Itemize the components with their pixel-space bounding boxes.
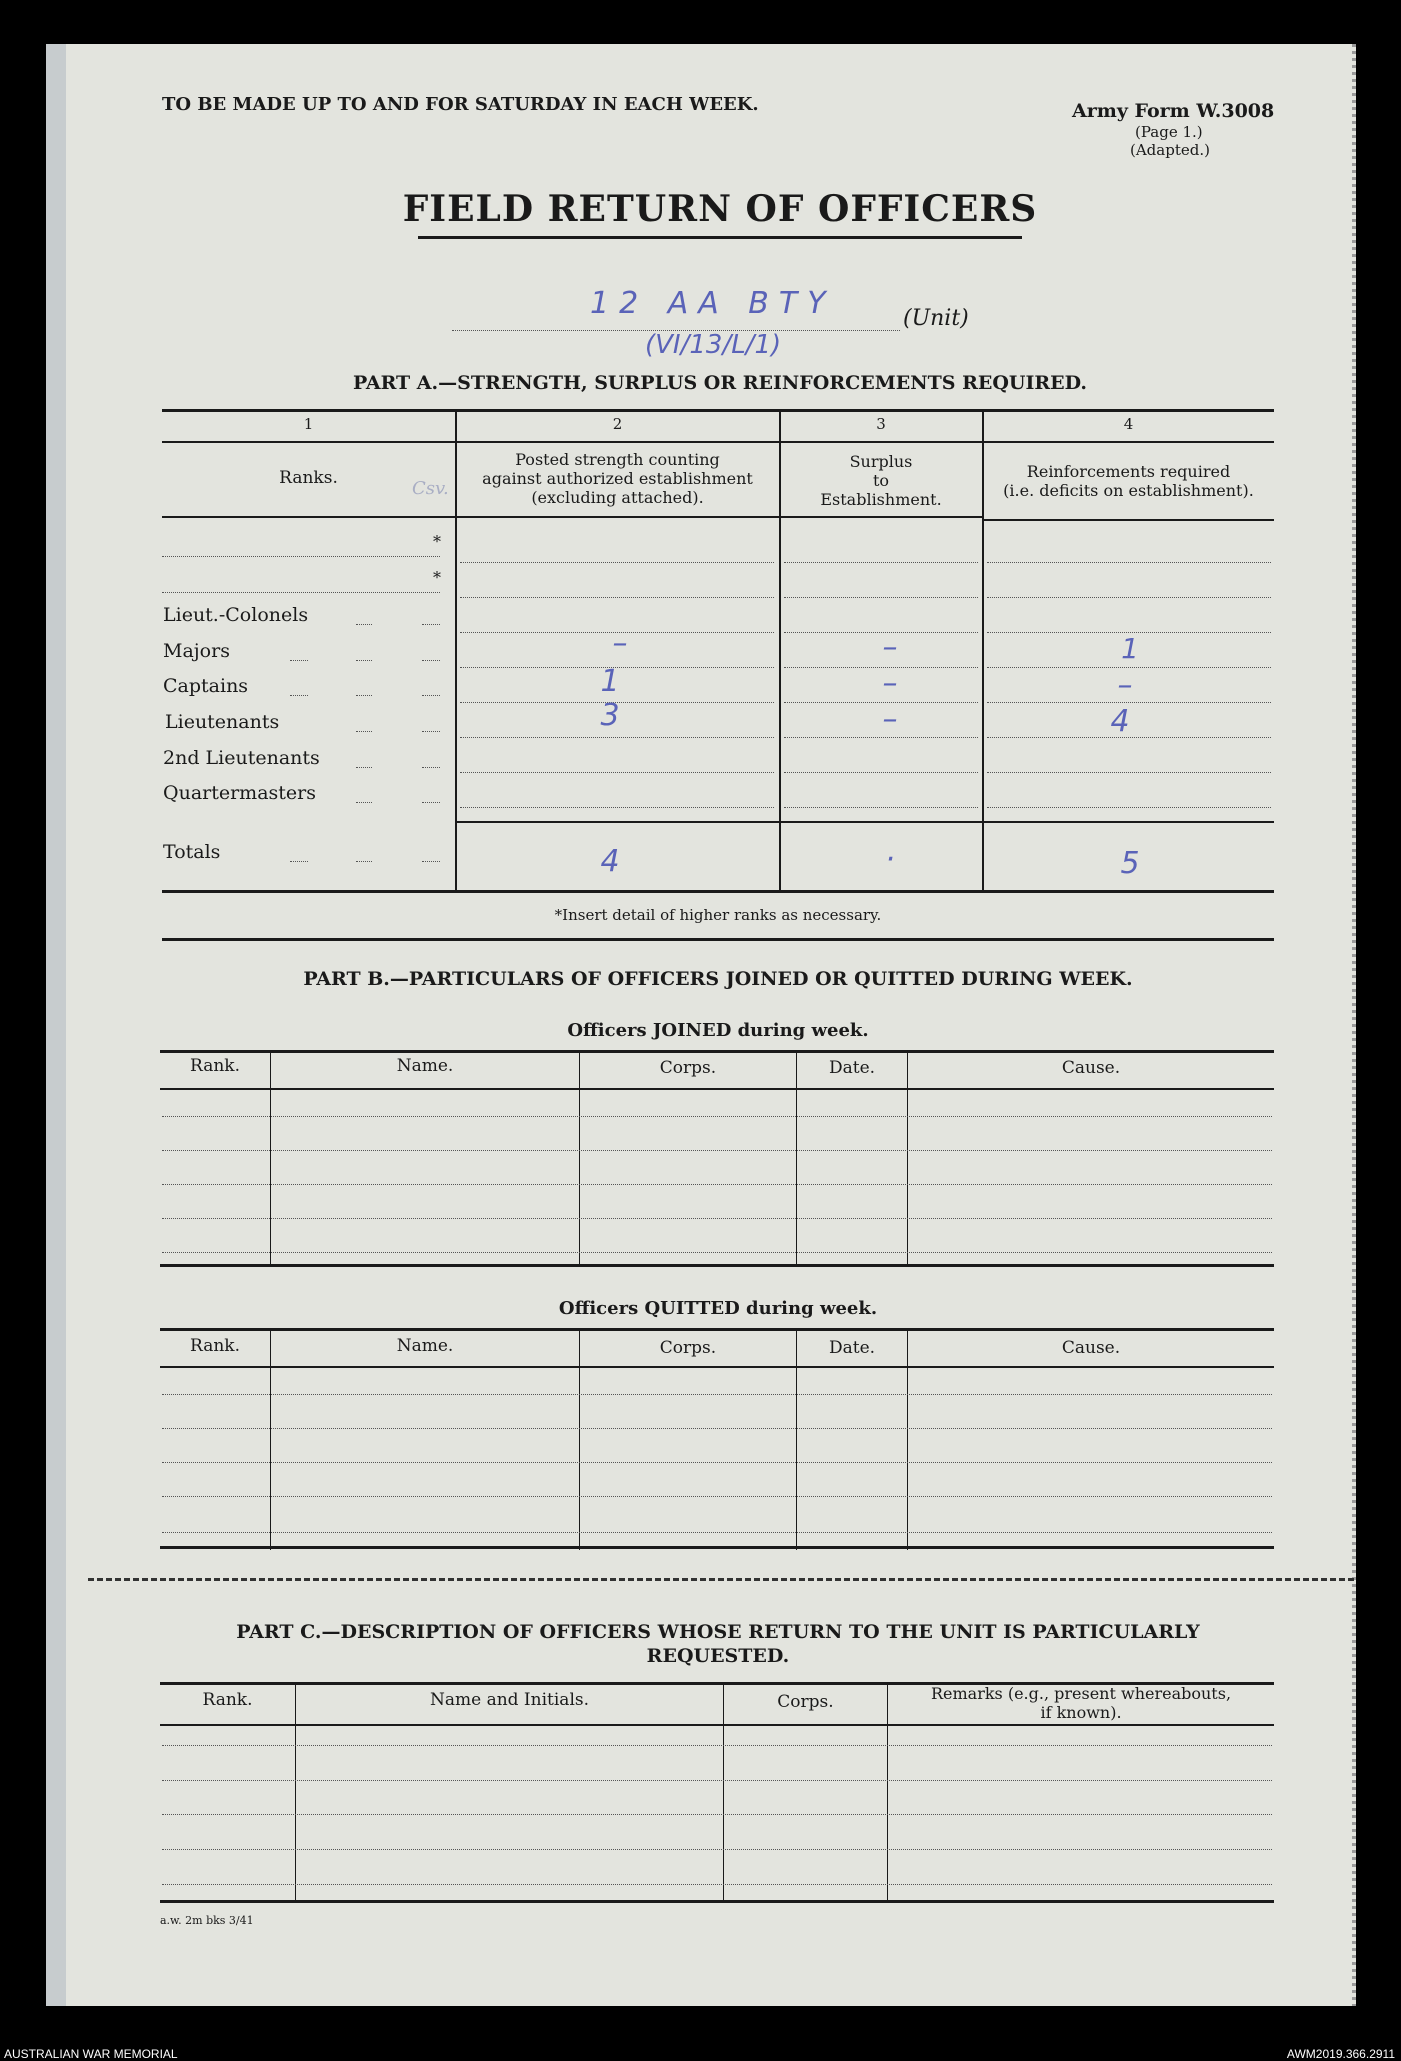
unit-value: 12 AA BTY (590, 286, 836, 321)
footer-left: AUSTRALIAN WAR MEMORIAL (4, 2047, 178, 2061)
form-page: (Page 1.) (1135, 123, 1203, 141)
asterisk-2: * (433, 568, 441, 587)
joined-col-date: Date. (828, 1058, 876, 1078)
quitted-divider-3 (796, 1330, 797, 1550)
quitted-col-rank: Rank. (190, 1336, 240, 1356)
quitted-header-rule (160, 1366, 1274, 1368)
quitted-title: Officers QUITTED during week. (558, 1298, 878, 1319)
joined-col-rank: Rank. (190, 1056, 240, 1076)
joined-col-name: Name. (396, 1056, 454, 1076)
blank-rank-line-2 (162, 592, 440, 593)
posted-header-line2: against authorized establishment (482, 469, 753, 488)
lieutenants-reinforcements: 4 (1110, 704, 1130, 739)
instruction-text: TO BE MADE UP TO AND FOR SATURDAY IN EACH WEEK. (162, 94, 759, 115)
col-number-4: 4 (1123, 415, 1134, 433)
quitted-divider-1 (270, 1330, 271, 1550)
part-c-heading (162, 1620, 1274, 1668)
rank-captains: Captains (163, 675, 249, 697)
captains-reinforcements: – (1117, 668, 1133, 703)
joined-col-cause: Cause. (1061, 1058, 1121, 1078)
joined-divider-1 (270, 1052, 271, 1264)
majors-posted: – (612, 626, 628, 661)
majors-reinforcements: 1 (1121, 632, 1139, 665)
part-c-header-rule (160, 1724, 1274, 1726)
joined-top-rule (160, 1050, 1274, 1053)
joined-divider-4 (907, 1052, 908, 1264)
lieutenants-posted: 3 (600, 698, 620, 733)
part-c-col-rank: Rank. (202, 1690, 253, 1710)
quitted-divider-2 (579, 1330, 580, 1550)
col-number-2: 2 (612, 415, 623, 433)
unit-subtext: (VI/13/L/1) (645, 330, 782, 360)
part-c-divider-3 (887, 1684, 888, 1902)
totals-surplus: · (885, 842, 895, 877)
posted-header-line1: Posted strength counting (515, 450, 720, 469)
part-c-bottom-rule (160, 1900, 1274, 1903)
title-underline (418, 236, 1022, 239)
blank-rank-line-1 (162, 556, 440, 557)
part-c-heading-line1: PART C.—DESCRIPTION OF OFFICERS WHOSE RETURN TO THE UNIT IS PARTICULARLY (236, 1621, 1200, 1643)
unit-label: (Unit) (903, 306, 969, 331)
surplus-header-line1: Surplus (849, 452, 913, 471)
quitted-col-cause: Cause. (1061, 1338, 1121, 1358)
carbon-strip (46, 44, 66, 2006)
form-adapted: (Adapted.) (1130, 141, 1210, 159)
form-id: Army Form W.3008 (1072, 100, 1275, 122)
totals-label: Totals (163, 841, 221, 863)
form-title: FIELD RETURN OF OFFICERS (402, 188, 1038, 230)
rank-2nd-lieutenants: 2nd Lieutenants (163, 747, 320, 769)
quitted-top-rule (160, 1328, 1274, 1331)
surplus-header-line2: to (872, 471, 890, 490)
col-number-1: 1 (303, 415, 314, 433)
reinforcements-header-rule (984, 519, 1274, 521)
totals-top-rule (457, 821, 1274, 823)
reinforcements-header-line2: (i.e. deficits on establishment). (1003, 481, 1254, 500)
footer-right: AWM2019.366.2911 (1286, 2047, 1395, 2061)
part-a-footnote: *Insert detail of higher ranks as necessary. (554, 906, 882, 924)
part-c-divider-1 (295, 1684, 296, 1902)
part-c-col-corps: Corps. (777, 1692, 834, 1712)
quitted-bottom-rule (160, 1546, 1274, 1549)
tear-line (88, 1578, 1354, 1581)
print-code: a.w. 2m bks 3/41 (160, 1914, 254, 1927)
part-c-col-remarks (888, 1684, 1274, 1722)
ranks-header-rule (162, 516, 455, 518)
reinforcements-header-line1: Reinforcements required (1026, 462, 1231, 481)
reinforcements-header (983, 462, 1274, 500)
posted-header-rule (457, 516, 779, 518)
margin-note: Csv. (412, 478, 449, 499)
perforation-edge (1352, 44, 1356, 2006)
surplus-header (780, 452, 982, 509)
posted-header (456, 450, 779, 507)
posted-header-line3: (excluding attached). (531, 488, 704, 507)
joined-header-rule (160, 1088, 1274, 1090)
remarks-line2: if known). (1040, 1703, 1122, 1722)
remarks-line1: Remarks (e.g., present whereabouts, (930, 1684, 1232, 1703)
rank-quartermasters: Quartermasters (163, 782, 316, 804)
quitted-col-date: Date. (828, 1338, 876, 1358)
ranks-header: Ranks. (279, 468, 338, 488)
joined-col-corps: Corps. (659, 1058, 717, 1078)
joined-title: Officers JOINED during week. (567, 1020, 869, 1041)
quitted-col-corps: Corps. (659, 1338, 717, 1358)
rank-lieut-colonels: Lieut.-Colonels (163, 604, 309, 626)
quitted-col-name: Name. (396, 1336, 454, 1356)
part-b-heading: PART B.—PARTICULARS OF OFFICERS JOINED OR QUITTED DURING WEEK. (303, 968, 1133, 990)
rank-majors: Majors (163, 640, 230, 662)
part-a-top-rule (162, 409, 1274, 412)
captains-surplus: – (882, 666, 898, 701)
part-a-bottom-rule (162, 890, 1274, 893)
majors-surplus: – (882, 630, 898, 665)
part-a-separator (162, 938, 1274, 941)
joined-divider-2 (579, 1052, 580, 1264)
part-c-divider-2 (723, 1684, 724, 1902)
part-c-col-name: Name and Initials. (429, 1690, 590, 1710)
rank-lieutenants: Lieutenants (165, 711, 280, 733)
lieutenants-surplus: – (882, 702, 898, 737)
col-number-3: 3 (876, 415, 886, 433)
part-a-heading: PART A.—STRENGTH, SURPLUS OR REINFORCEMENTS REQUIRED. (352, 372, 1088, 394)
joined-divider-3 (796, 1052, 797, 1264)
surplus-header-rule (781, 516, 982, 518)
col-number-rule (162, 441, 1274, 443)
joined-bottom-rule (160, 1264, 1274, 1267)
asterisk-1: * (433, 532, 441, 551)
totals-reinforcements: 5 (1120, 846, 1140, 881)
totals-posted: 4 (600, 844, 620, 879)
quitted-divider-4 (907, 1330, 908, 1550)
captains-posted: 1 (600, 664, 620, 699)
part-c-heading-line2: REQUESTED. (646, 1645, 790, 1667)
surplus-header-line3: Establishment. (820, 490, 942, 509)
